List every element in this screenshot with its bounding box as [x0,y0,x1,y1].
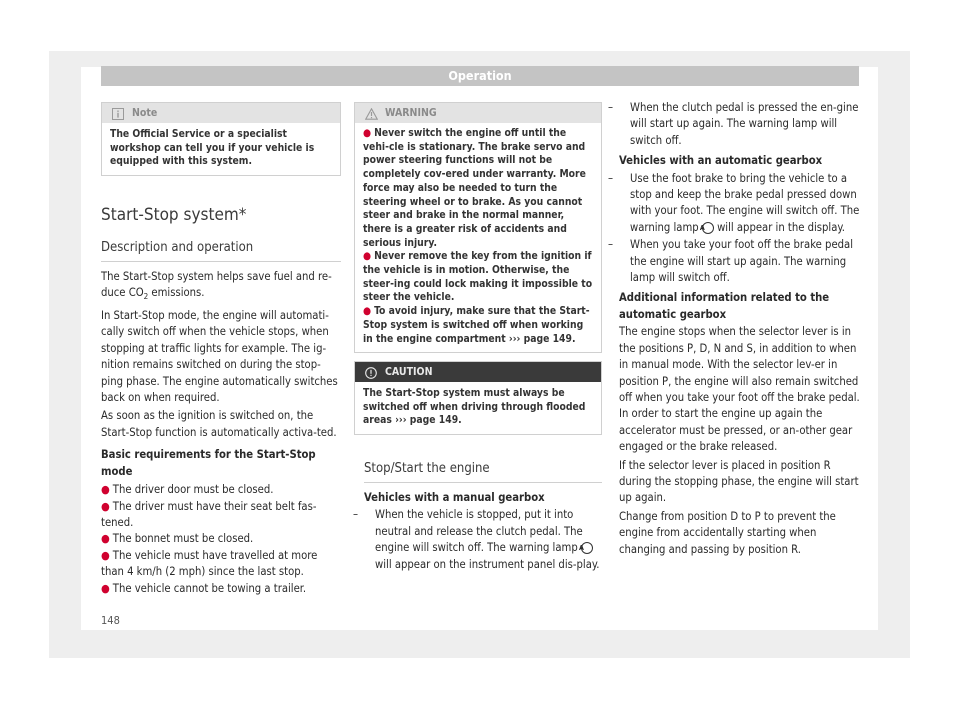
warning-triangle-icon [365,107,377,119]
column-2-lower [353,490,602,573]
caution-label: CAUTION [385,366,433,378]
warning-item: ● Never switch the engine off until the vehi-cle is stationary. The brake servo and power steering functions will not be completely cov-ered under warranty. More force may also be needed to turn the steering wheel or to brake. As you cannot steer and brake in the normal manner, there is a greater risk of accidents and serious injury. [363,127,586,249]
divider [364,482,602,483]
bullet-marker: ● [101,532,110,546]
start-stop-lamp-icon: A [702,222,714,234]
bullet-marker: ● [101,483,110,497]
auto-step-2: – When you take your foot off the brake pedal the engine will start up again. The warning lamp will switch off. [608,238,853,285]
requirement-item: ● The bonnet must be closed. [101,532,254,546]
note-text: The Official Service or a specialist workshop can tell you if your vehicle is equipped with this system. [110,128,315,168]
paragraph: The Start-Stop system helps save fuel and re-duce $CO_2$ emissions. [101,270,332,302]
requirement-item: ● The vehicle must have travelled at more than 4 km/h (2 mph) since the last stop. [101,548,318,579]
page-link[interactable]: ››› page 149 [395,414,459,427]
requirement-item: ● The driver must have their seat belt fas-tened. [101,499,317,529]
note-label: Note [132,107,158,119]
section-subtitle: Description and operation [101,240,254,255]
stop-start-title: Stop/Start the engine [364,461,490,476]
caution-circle-icon [365,366,377,378]
note-box [101,102,341,176]
column-3 [608,100,860,558]
auto-step-1: – Use the foot brake to bring the vehicle to a stop and keep the brake pedal pressed down with your foot. The engine will switch off. The warning lamp A will appear in the display. [608,171,860,234]
paragraph: In Start-Stop mode, the engine will automati-cally switch off when the vehicle stops, when stopping at traffic lights for example. The ig-nition remains switched on during the stop-ping phase. The engine automatically switches back on when required. [101,309,338,405]
warning-item: ● To avoid injury, make sure that the Start-Stop system is switched off when working in the engine compartment ››› page 149. [363,305,590,345]
warning-box [354,102,602,353]
bullet-marker: ● [101,499,110,513]
start-stop-lamp-icon: A [581,542,593,554]
divider [101,261,341,262]
warning-item: ● Never remove the key from the ignition if the vehicle is in motion. Otherwise, the steer-ing could lock making it impossible to steer the vehicle. [363,250,593,304]
note-header [102,103,340,123]
bullet-marker: ● [101,548,110,562]
caution-body: The Start-Stop system must always be switched off when driving through flooded areas ››› page 149. [363,387,586,427]
automatic-gearbox-heading: Vehicles with an automatic gearbox [619,154,823,168]
column-1 [101,269,341,597]
requirement-item: ● The vehicle cannot be towing a trailer. [101,581,307,595]
paragraph: The engine stops when the selector lever is in the positions P, D, N and S, in addition to when in manual mode. With the selector lev-er in position P, the engine will also remain switched off when you take your foot off the brake pedal. In order to start the engine up again the accelerator must be pressed, or an-other gear engaged or the brake released. [619,325,860,454]
paragraph: If the selector lever is placed in position R during the stopping phase, the engine will start up again. [619,458,859,505]
page-header: Operation [101,66,859,86]
manual-gearbox-heading: Vehicles with a manual gearbox [364,491,545,504]
warning-label: WARNING [385,107,437,119]
info-icon [112,107,124,119]
requirement-item: ● The driver door must be closed. [101,483,274,497]
requirements-heading: Basic requirements for the Start-Stop mode [101,448,316,478]
warning-header [355,103,601,123]
caution-box [354,361,602,435]
caution-header [355,362,601,382]
paragraph: As soon as the ignition is switched on, the Start-Stop function is automatically activa-ted. [101,409,337,439]
bullet-marker: ● [101,581,110,595]
warning-body [355,123,601,352]
section-title: Start-Stop system* [101,205,247,225]
page-link[interactable]: ››› page 149 [508,332,572,345]
paragraph: Change from position D to P to prevent the engine from accidentally starting when changing and passing by position R. [619,509,836,556]
additional-info-heading: Additional information related to the automatic gearbox [619,291,830,321]
manual-step-2: – When the clutch pedal is pressed the en-gine will start up again. The warning lamp will switch off. [608,101,859,147]
page-number: 148 [101,614,120,627]
manual-step-1: – When the vehicle is stopped, put it into neutral and release the clutch pedal. The engine will switch off. The warning lamp A will appear on the instrument panel dis-play. [353,508,600,571]
requirements-list [101,482,341,597]
